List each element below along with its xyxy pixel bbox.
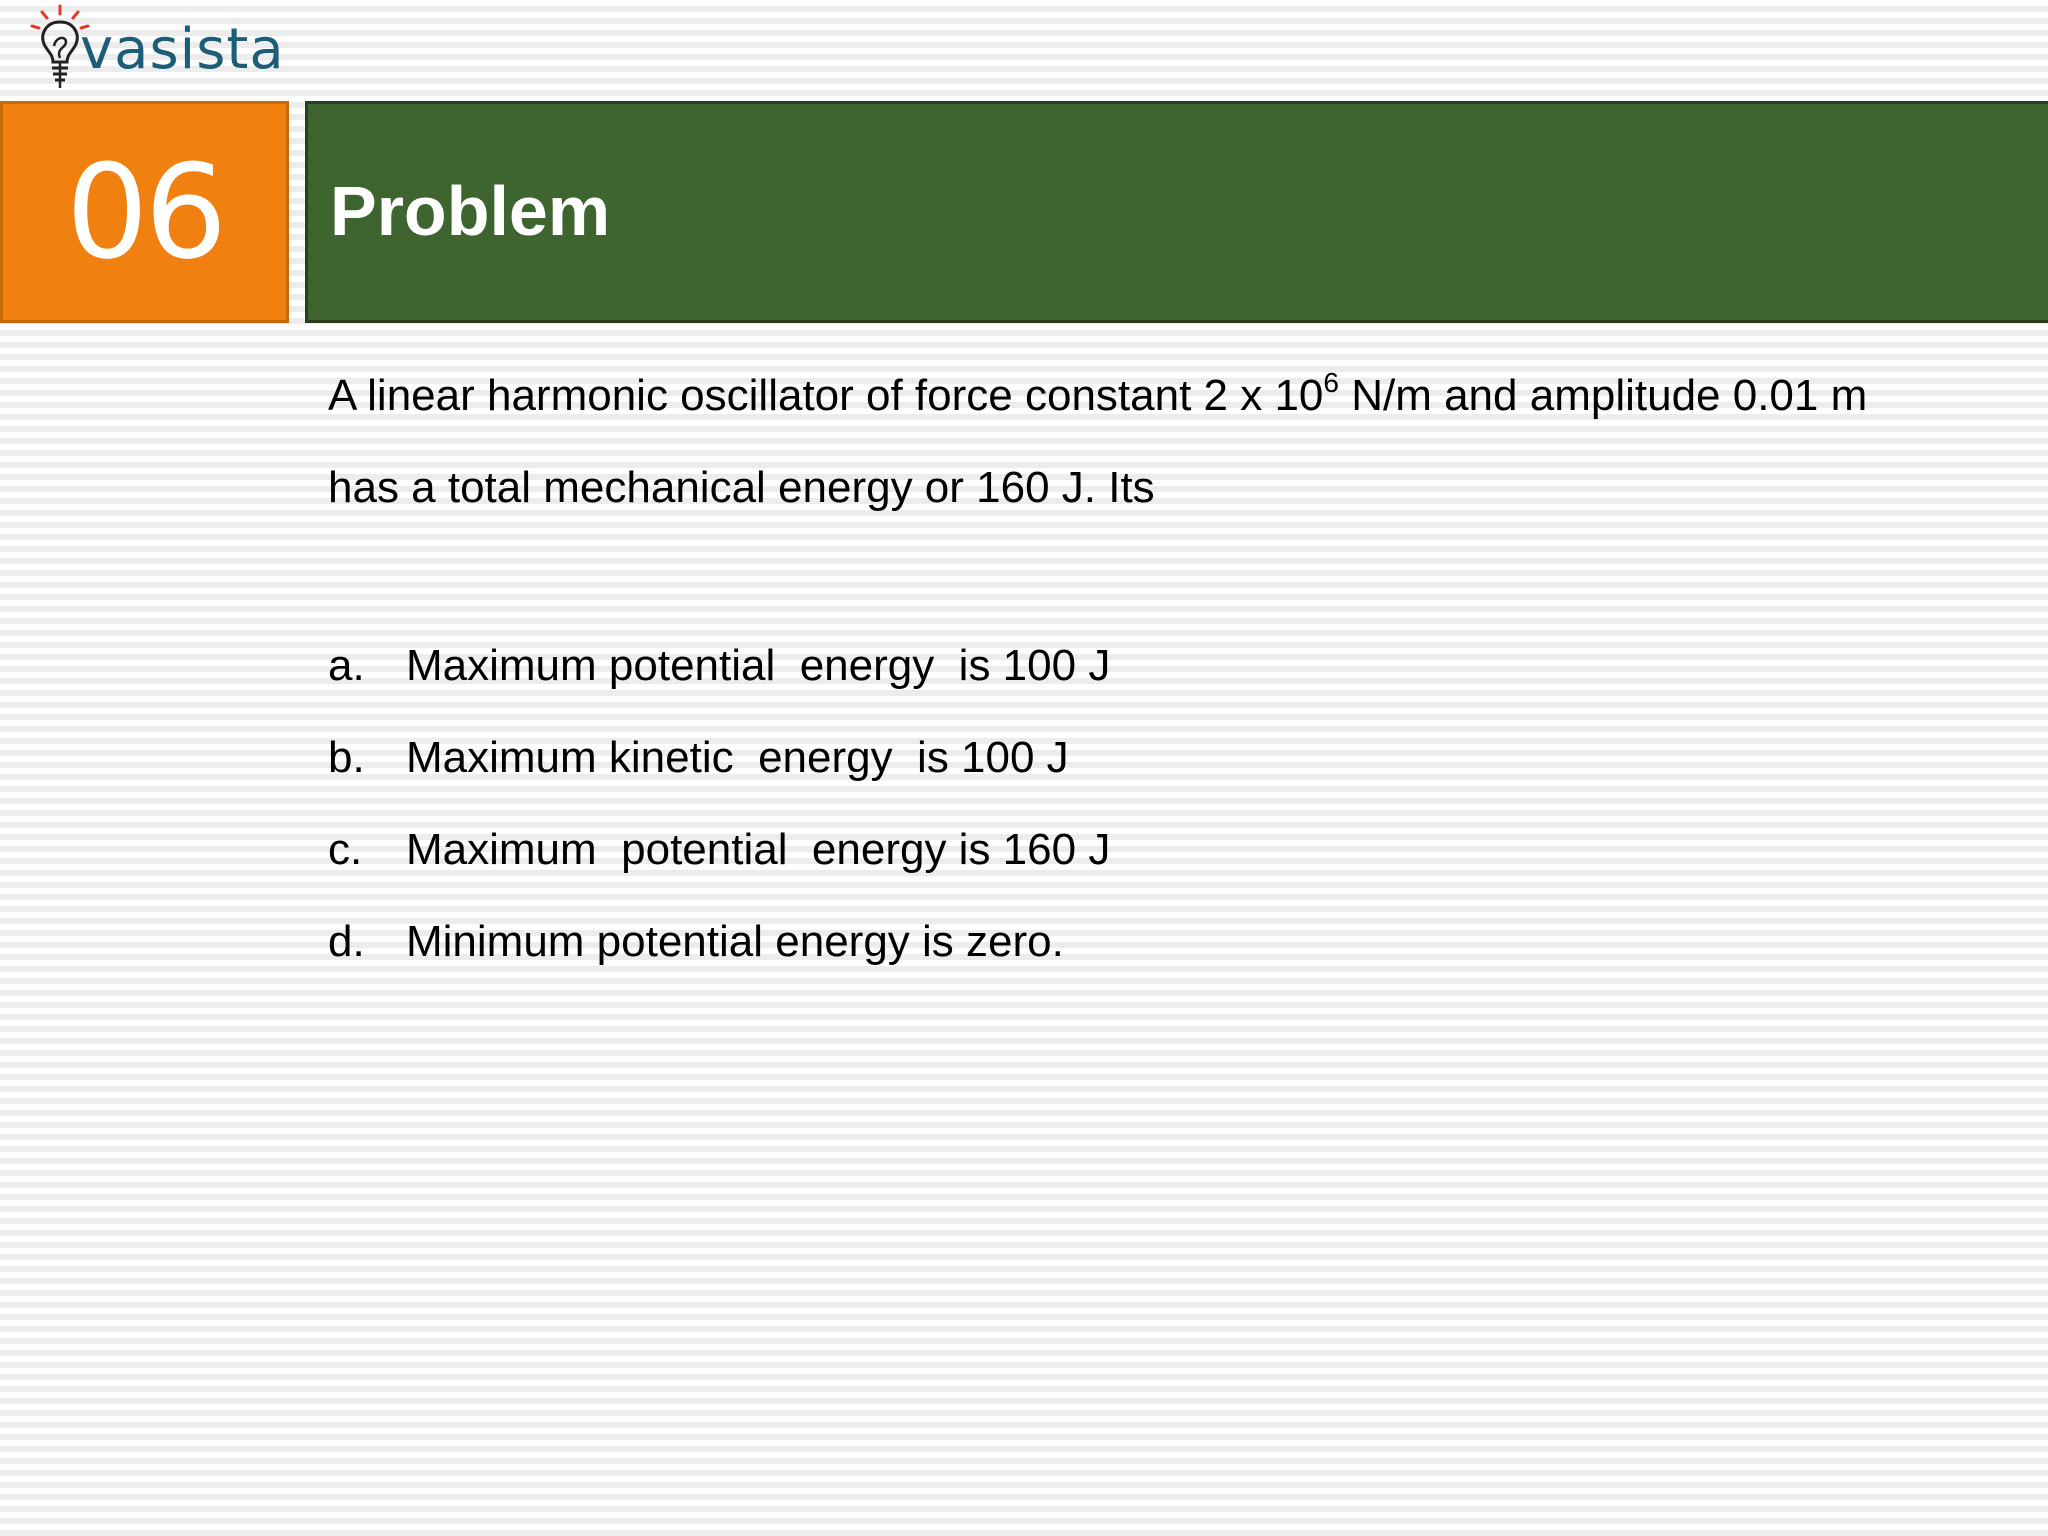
question-line-1-prefix: A linear harmonic oscillator of force constant 2 x 10 — [328, 371, 1324, 420]
option-a — [328, 620, 1110, 712]
question-text — [328, 350, 2028, 534]
option-text: Maximum kinetic energy is 100 J — [406, 733, 1069, 782]
slide-number: 06 — [0, 101, 289, 323]
option-d — [328, 896, 1110, 988]
title-bar — [305, 101, 2048, 323]
option-text: Maximum potential energy is 160 J — [406, 825, 1111, 874]
option-letter: c. — [328, 825, 363, 874]
question-line-1-suffix: N/m and amplitude 0.01 m — [1338, 371, 1868, 420]
logo-text: vasista — [80, 17, 285, 82]
exponent: 6 — [1323, 367, 1339, 398]
question-line-1 — [328, 350, 2028, 442]
option-c — [328, 804, 1110, 896]
question-line-2: has a total mechanical energy or 160 J. Its — [328, 463, 1155, 512]
answer-options — [328, 620, 1110, 988]
option-letter: b. — [328, 733, 365, 782]
option-b — [328, 712, 1110, 804]
option-text: Minimum potential energy is zero. — [406, 917, 1064, 966]
option-letter: a. — [328, 641, 365, 690]
option-letter: d. — [328, 917, 365, 966]
page-title: Problem — [330, 172, 611, 250]
option-text: Maximum potential energy is 100 J — [406, 641, 1111, 690]
vasista-logo — [20, 2, 290, 98]
